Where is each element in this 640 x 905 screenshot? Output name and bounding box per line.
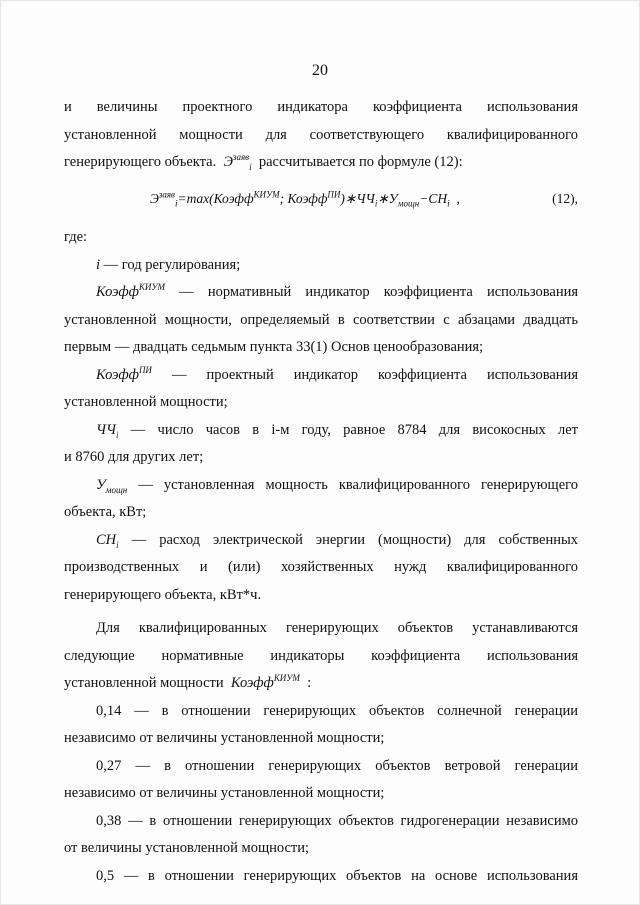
- formula-12: [64, 186, 578, 213]
- formula-expression: [64, 186, 460, 213]
- def-u-text1: — установленная мощность квалифицированного генерирующего: [138, 476, 578, 493]
- def-ch-line2: производственных и (или) хозяйственных нужд квалифицированного: [64, 559, 578, 575]
- def-ch-symbol: [96, 532, 119, 548]
- def-ch-sub: i: [116, 539, 119, 550]
- def-ch-line3: генерирующего объекта, кВт*ч.: [64, 586, 262, 603]
- def-pi-sup: ПИ: [138, 364, 152, 375]
- formula-e-sub: i: [174, 198, 178, 209]
- page-number: 20: [312, 62, 328, 79]
- def-kium-line2: установленной мощности, определяемый в соответствии с абзацами двадцать: [64, 311, 578, 328]
- symbol-e-sub: i: [249, 161, 252, 172]
- para2-line1: Для квалифицированных генерирующих объектов устанавливаются: [96, 620, 578, 636]
- def-kium-line3: первым — двадцать седьмым пункта 33(1) Основ ценообразования;: [64, 339, 484, 355]
- formula-k1-sup: КИУМ: [253, 189, 280, 199]
- formula-u: У: [388, 190, 398, 206]
- formula-chch-sub: i: [374, 198, 378, 209]
- formula-ch-sub: i: [447, 198, 450, 209]
- formula-e: Э: [150, 190, 159, 206]
- formula-mul1: )∗: [340, 190, 357, 206]
- def-u-line2: объекта, кВт;: [64, 504, 147, 520]
- para2-line3: [64, 670, 578, 697]
- def-pi-line1: [64, 362, 578, 389]
- def-i-text: — год регулирования;: [103, 256, 241, 273]
- document-body: [64, 94, 578, 890]
- def-ch-text1: — расход электрической энергии (мощности) для собственных: [131, 531, 579, 548]
- para1-line3: [64, 149, 578, 176]
- item2-line1: 0,27 — в отношении генерирующих объектов ветровой генерации: [96, 757, 578, 774]
- formula-ch: СН: [428, 190, 448, 206]
- para1-line3-b: рассчитывается по формуле (12):: [258, 154, 463, 170]
- para1-line2: установленной мощности для соответствующего квалифицированного: [64, 126, 578, 143]
- where-label: где:: [64, 229, 88, 245]
- def-pi-text1: — проектный индикатор коэффициента использования: [171, 366, 578, 383]
- formula-chch: ЧЧ: [356, 190, 375, 206]
- def-chch-symbol: [96, 422, 119, 438]
- item3-line2: от величины установленной мощности;: [64, 840, 310, 856]
- def-kium-symbol: [96, 284, 165, 300]
- def-i: [64, 252, 578, 279]
- formula-minus: −: [419, 190, 429, 206]
- formula-k1: Коэфф: [213, 190, 254, 206]
- para2-line3-text: установленной мощности: [64, 675, 224, 691]
- def-kium-sup: КИУМ: [138, 282, 165, 293]
- def-u-sub: мощн: [105, 484, 128, 495]
- def-chch-line1: [64, 417, 578, 444]
- para2-symbol: [231, 675, 300, 691]
- def-chch-line2: и 8760 для других лет;: [64, 449, 204, 465]
- def-u-line1: [64, 472, 578, 499]
- formula-k2: Коэфф: [287, 190, 328, 206]
- para1-line1: и величины проектного индикатора коэффициента использования: [64, 99, 578, 115]
- symbol-e-base: Э: [223, 154, 233, 170]
- def-kium-line1: [64, 279, 578, 306]
- item3-line1: 0,38 — в отношении генерирующих объектов гидрогенерации независимо: [96, 812, 578, 829]
- item2-line2: независимо от величины установленной мощности;: [64, 785, 385, 801]
- formula-k2-sup: ПИ: [327, 189, 341, 199]
- def-kium-text1: — нормативный индикатор коэффициента использования: [179, 284, 579, 300]
- def-u-symbol: [96, 477, 127, 493]
- def-pi-line2: установленной мощности;: [64, 394, 228, 410]
- formula-u-sub: мощн: [397, 198, 420, 209]
- para2-symbol-base: Коэфф: [230, 675, 274, 691]
- para2-symbol-sup: КИУМ: [273, 673, 300, 684]
- def-i-symbol: i: [96, 256, 101, 273]
- symbol-e-sup: заяв: [232, 152, 250, 163]
- item4-line1: 0,5 — в отношении генерирующих объектов на основе использования: [96, 867, 578, 884]
- def-ch-line1: [64, 527, 578, 554]
- def-kium-base: Коэфф: [96, 284, 139, 300]
- para1-line3-a: генерирующего объекта.: [64, 154, 217, 170]
- item1-line1: 0,14 — в отношении генерирующих объектов солнечной генерации: [96, 702, 578, 719]
- def-u-base: У: [96, 476, 106, 493]
- formula-sep: ;: [279, 190, 288, 206]
- para2-tail: :: [307, 675, 312, 691]
- formula-mul2: ∗: [377, 190, 389, 206]
- def-chch-base: ЧЧ: [96, 421, 116, 438]
- def-pi-base: Коэфф: [96, 366, 139, 383]
- formula-e-sup: заяв: [158, 189, 175, 199]
- formula-number: (12),: [552, 190, 578, 206]
- formula-eq: =max(: [177, 190, 214, 206]
- symbol-e: [223, 154, 251, 170]
- def-ch-base: СН: [96, 531, 117, 548]
- item1-line2: независимо от величины установленной мощности;: [64, 730, 385, 746]
- def-chch-sub: i: [115, 429, 119, 440]
- def-pi-symbol: [96, 364, 152, 383]
- para2-line2: следующие нормативные индикаторы коэффициента использования: [64, 647, 578, 664]
- formula-tail: ,: [456, 190, 460, 206]
- def-chch-text1: — число часов в i-м году, равное 8784 для високосных лет: [130, 421, 579, 438]
